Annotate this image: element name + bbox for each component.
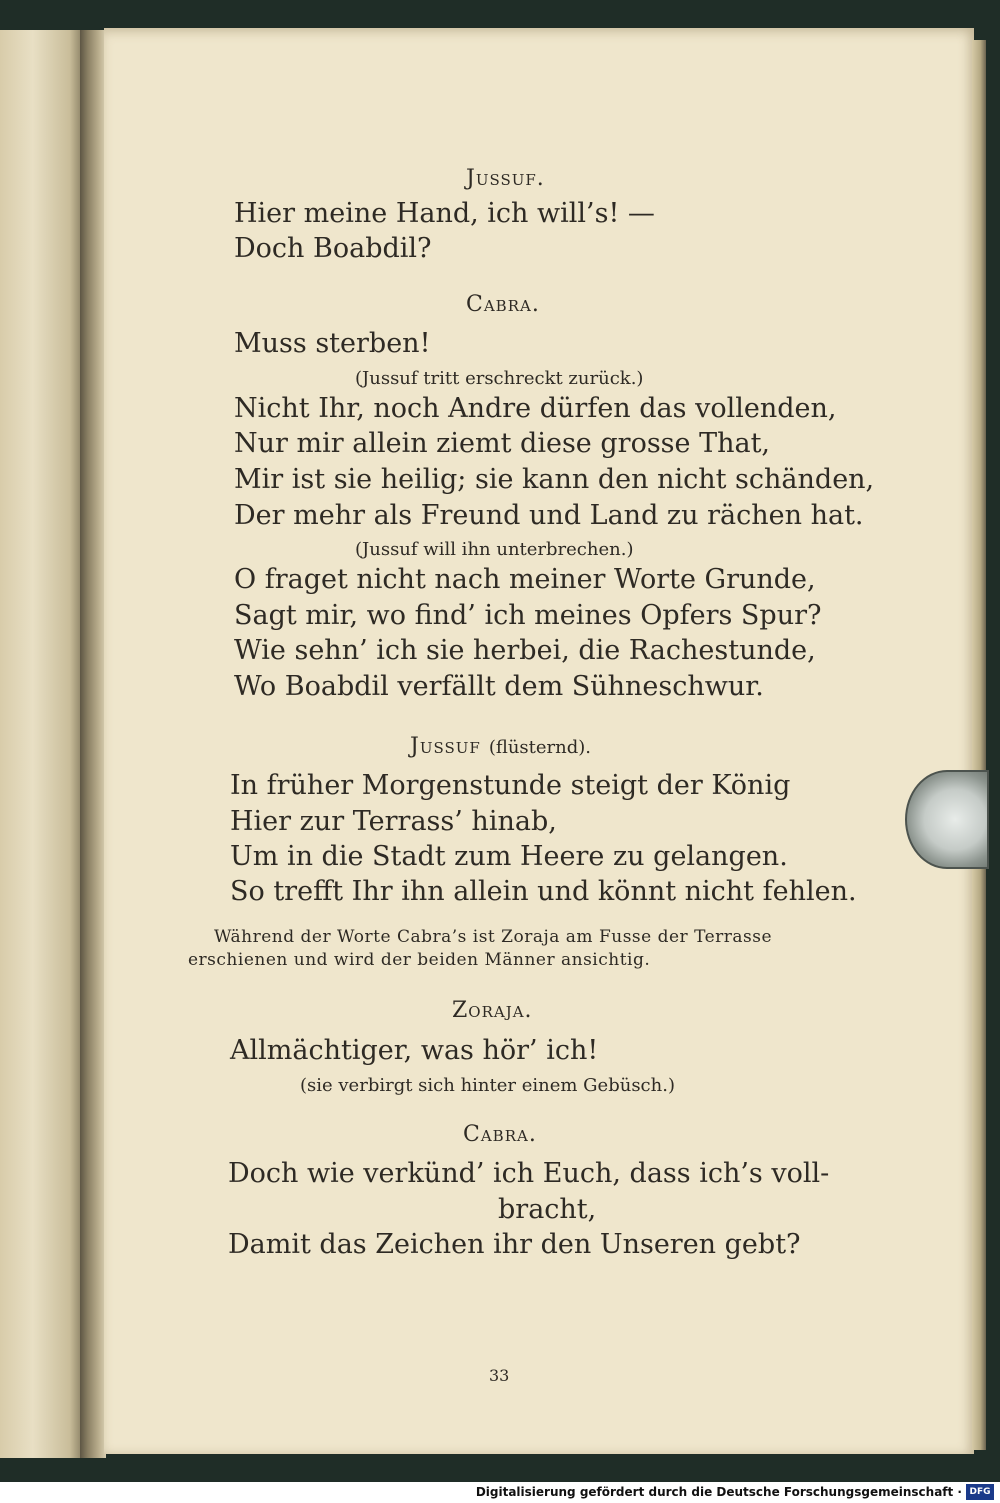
verse-line: In früher Morgenstunde steigt der König <box>230 770 791 801</box>
verse-line: bracht, <box>498 1194 597 1225</box>
stage-direction: (sie verbirgt sich hinter einem Gebüsch.) <box>300 1075 675 1096</box>
footer-credit: Digitalisierung gefördert durch die Deutsche Forschungsgemeinschaft · <box>475 1485 962 1499</box>
verse-line: Nicht Ihr, noch Andre dürfen das vollenden, <box>234 393 837 424</box>
stage-direction-block: erschienen und wird der beiden Männer ansichtig. <box>188 950 651 970</box>
speaker-name: Jussuf <box>410 734 481 759</box>
page-stack-edge <box>972 40 986 1450</box>
facing-page-edge <box>0 30 82 1458</box>
speaker-jussuf-whispering <box>410 734 591 759</box>
verse-line: Sagt mir, wo find’ ich meines Opfers Spur? <box>234 600 822 631</box>
verse-line: Um in die Stadt zum Heere zu gelangen. <box>230 841 788 872</box>
verse-line: Hier zur Terrass’ hinab, <box>230 806 557 837</box>
verse-line: So trefft Ihr ihn allein und könnt nicht fehlen. <box>230 876 857 907</box>
verse-line: Nur mir allein ziemt diese grosse That, <box>234 428 771 459</box>
verse-line: Doch wie verkünd’ ich Euch, dass ich’s voll- <box>228 1158 830 1189</box>
verse-line: O fraget nicht nach meiner Worte Grunde, <box>234 564 816 595</box>
dfg-logo-icon: DFG <box>966 1484 994 1500</box>
book-gutter <box>80 30 106 1458</box>
stage-direction-block: Während der Worte Cabra’s ist Zoraja am Fusse der Terrasse <box>214 927 773 947</box>
stage-direction: (Jussuf will ihn unterbrechen.) <box>355 539 634 560</box>
verse-line: Wo Boabdil verfällt dem Sühneschwur. <box>234 671 764 702</box>
verse-line: Mir ist sie heilig; sie kann den nicht schänden, <box>234 464 875 495</box>
verse-line: Wie sehn’ ich sie herbei, die Rachestunde, <box>234 635 816 666</box>
page-clip <box>905 770 989 869</box>
stage-direction: (Jussuf tritt erschreckt zurück.) <box>355 368 644 389</box>
verse-line: Allmächtiger, was hör’ ich! <box>230 1035 599 1066</box>
speaker-zoraja: Zoraja. <box>452 998 533 1023</box>
verse-line: Hier meine Hand, ich will’s! — <box>234 198 655 229</box>
speaker-cabra: Cabra. <box>463 1122 537 1147</box>
verse-line: Doch Boabdil? <box>234 233 432 264</box>
verse-line: Muss sterben! <box>234 328 431 359</box>
verse-line: Damit das Zeichen ihr den Unseren gebt? <box>228 1229 801 1260</box>
speaker-jussuf: Jussuf. <box>466 166 545 191</box>
speaker-cabra: Cabra. <box>466 292 540 317</box>
digitization-footer <box>0 1482 1000 1503</box>
verse-line: Der mehr als Freund und Land zu rächen hat. <box>234 500 864 531</box>
page-number: 33 <box>489 1366 510 1385</box>
speaker-note: (flüsternd). <box>488 737 592 758</box>
